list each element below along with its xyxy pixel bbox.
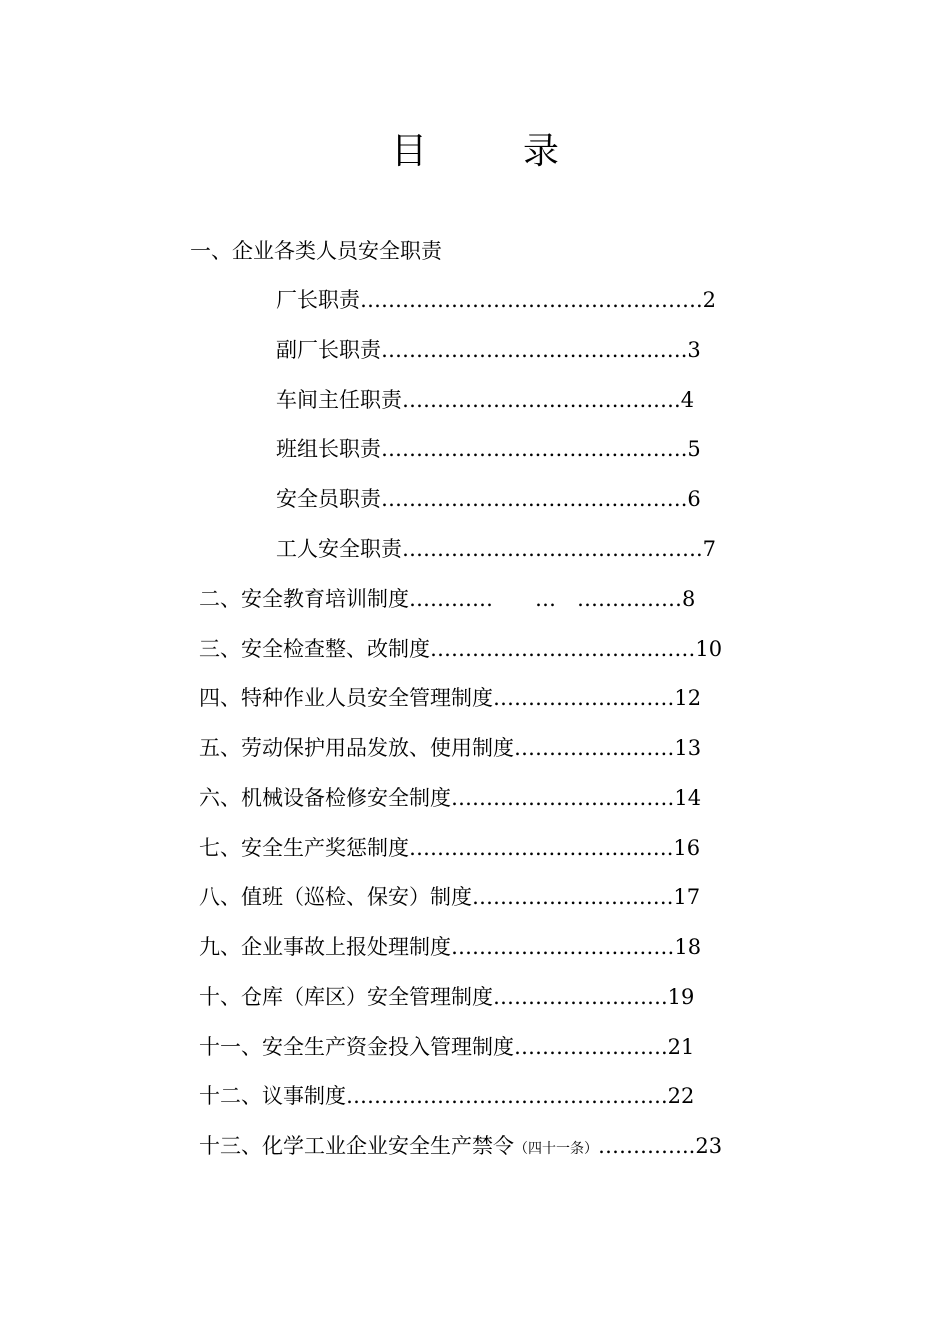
- toc-entry: 副厂长职责…………………….…………...….3: [276, 338, 701, 362]
- toc-entry: 班组长职责…………………..…………..…….5: [276, 437, 701, 461]
- toc-entry: 七、安全生产奖惩制度………………..…………..….16: [199, 836, 701, 860]
- toc-entry-note: （四十一条）: [514, 1141, 598, 1157]
- toc-entry: 五、劳动保护用品发放、使用制度……………..……13: [199, 736, 702, 760]
- toc-entry: 工人安全职责…………………………………….7: [276, 537, 717, 561]
- toc-entry: 安全员职责…………………..…………..…….6: [276, 487, 701, 511]
- toc-entry: [199, 1131, 722, 1164]
- toc-entry: 厂长职责………………………………………….2: [276, 288, 717, 312]
- toc-entry: 八、值班（巡检、保安）制度………….…..…….….17: [199, 885, 701, 909]
- toc-entry: 车间主任职责………………….……….….….4: [276, 388, 695, 412]
- toc-entry: 六、机械设备检修安全制度……………………..……14: [199, 786, 702, 810]
- toc-entry: 十、仓库（库区）安全管理制度…………………….19: [199, 985, 695, 1009]
- page-title: 目 录: [390, 131, 589, 172]
- toc-section-heading: 一、企业各类人员安全职责: [190, 239, 442, 263]
- toc-entry: 三、安全检查整、改制度…………………………..……10: [199, 637, 723, 661]
- toc-entry-page: …………..23: [598, 1134, 723, 1158]
- toc-entry: 四、特种作业人员安全管理制度………………..……12: [199, 686, 702, 710]
- toc-entry-text: 十三、化学工业企业安全生产禁令: [199, 1134, 514, 1158]
- toc-entry: 十一、安全生产资金投入管理制度………………….21: [199, 1035, 695, 1059]
- toc-entry: 十二、议事制度……………………………………….22: [199, 1084, 695, 1108]
- toc-entry: 九、企业事故上报处理制度……………..……………18: [199, 935, 702, 959]
- toc-entry: 二、安全教育培训制度………… … ……………8: [199, 587, 696, 611]
